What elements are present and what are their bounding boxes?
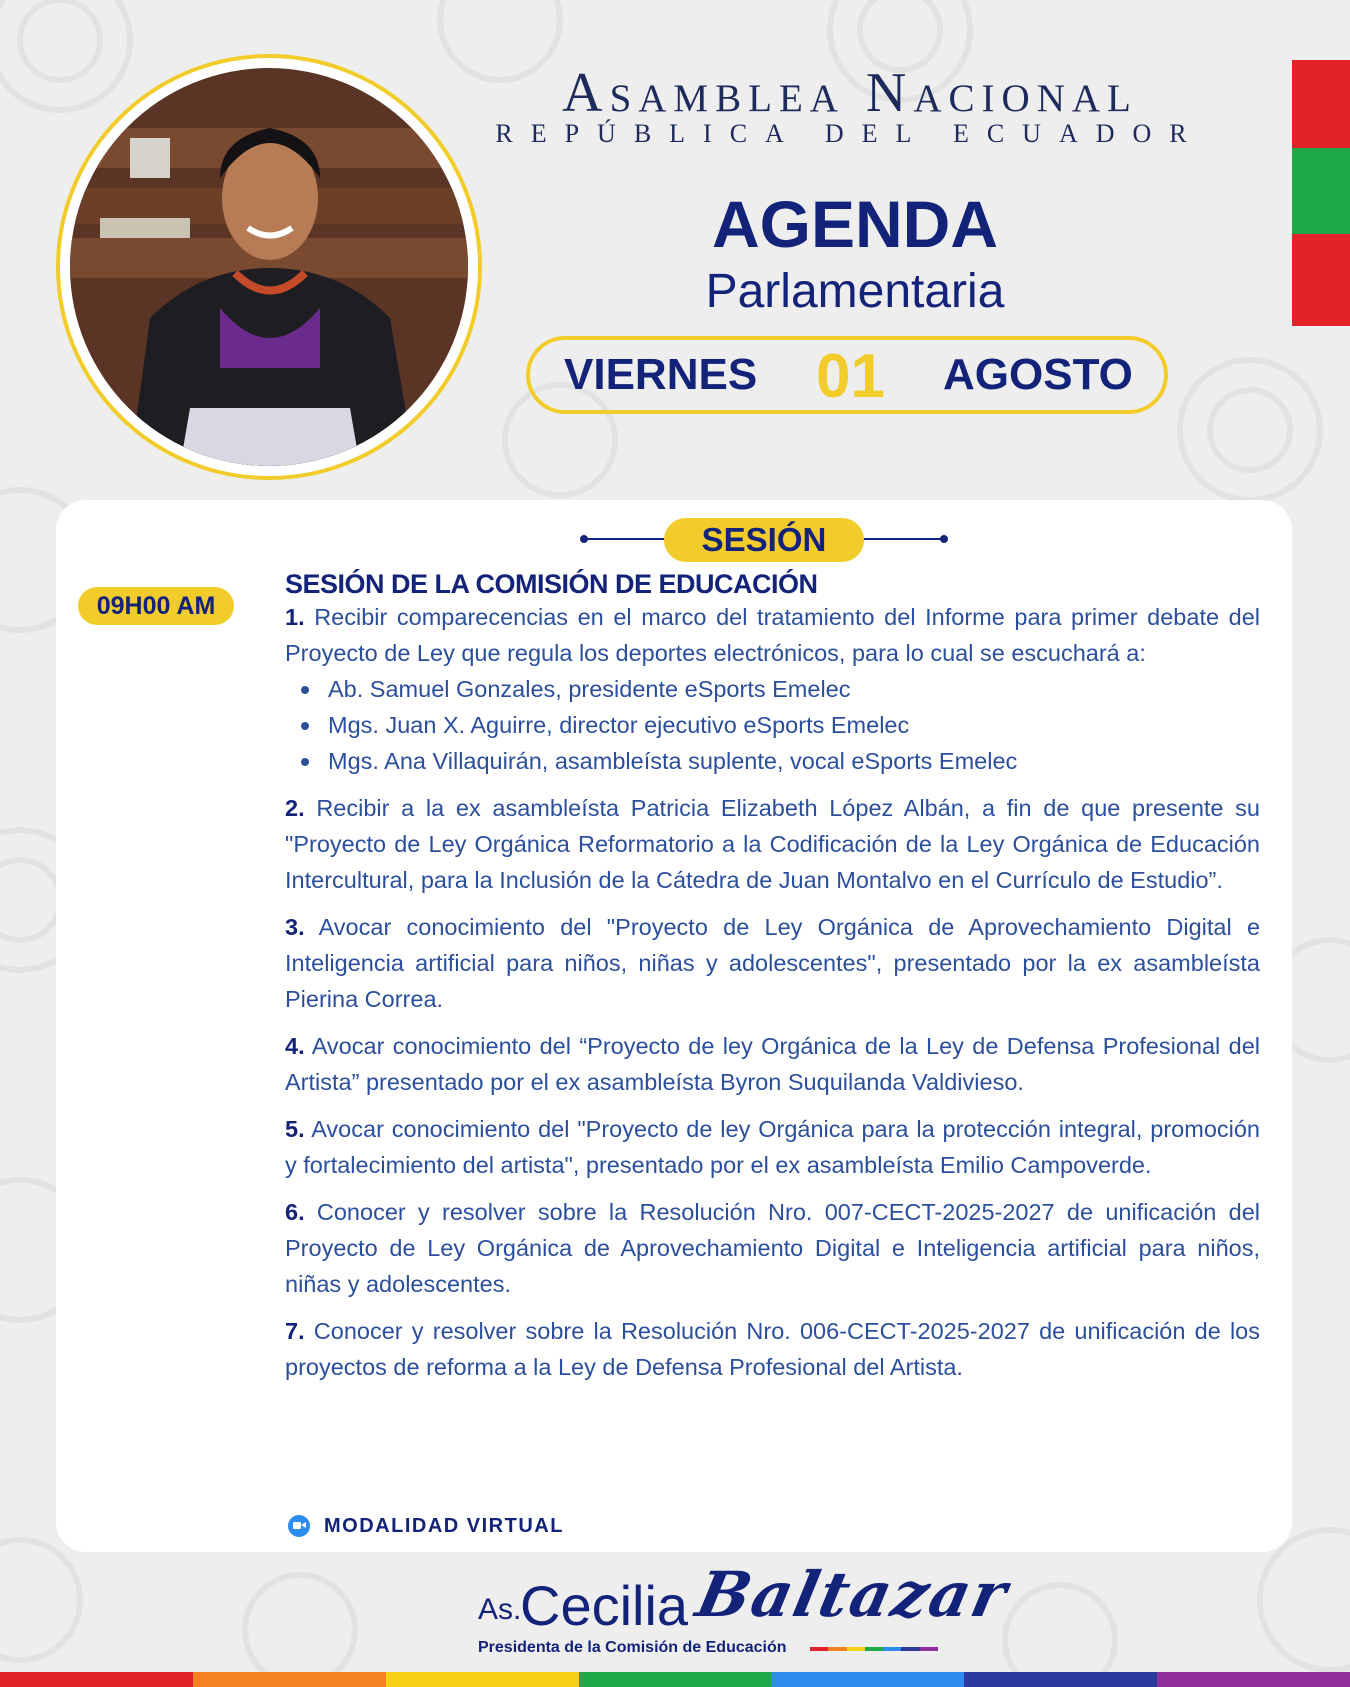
flag-red-top [1292,60,1350,148]
agenda-item-7 [285,1313,1260,1385]
item-text: Conocer y resolver sobre la Resolución Nro. 006-CECT-2025-2027 de unificación de los proyectos de reforma a la Ley de Defensa Profesional del Artista. [285,1318,1260,1380]
divider-line-right [860,538,944,540]
speaker-item: Ab. Samuel Gonzales, presidente eSports Emelec [285,671,1260,707]
signature-first-name: Cecilia [520,1574,689,1637]
modality-label: MODALIDAD VIRTUAL [324,1515,564,1537]
assembly-title: Asamblea Nacional [562,62,1138,124]
date-day-number: 01 [816,342,885,411]
signature-color-strip [810,1647,938,1651]
agenda-item-3 [285,909,1260,1017]
divider-dot-right [940,535,948,543]
color-band [193,1672,386,1687]
speaker-item: Mgs. Ana Villaquirán, asambleísta suplente, vocal eSports Emelec [285,743,1260,779]
item-text: Recibir comparecencias en el marco del tratamiento del Informe para primer debate del Proyecto de Ley que regula los deportes electrónicos, para lo cual se escuchará a: [285,604,1260,666]
item-number: 6. [285,1199,305,1225]
bullet-icon [301,758,309,766]
item-number: 2. [285,795,305,821]
flag-green [1292,148,1350,234]
session-time: 09H00 AM [78,587,234,625]
color-band [771,1672,964,1687]
date-day-name: VIERNES [564,350,758,399]
agenda-items [285,599,1260,1396]
color-swatch [810,1647,828,1651]
divider-line-left [584,538,668,540]
agenda-subtitle: Parlamentaria [705,265,1005,318]
color-band [0,1672,193,1687]
bullet-icon [301,686,309,694]
signature-last-name: Baltazar [690,1558,1015,1631]
item-number: 5. [285,1116,305,1142]
speaker-list [285,671,1260,779]
color-swatch [883,1647,901,1651]
item-text: Avocar conocimiento del "Proyecto de Ley Orgánica de Aprovechamiento Digital e Inteligencia artificial para niños, niñas y adolescentes", presentado por la ex asambleísta Pierina Correa. [285,914,1261,1012]
speaker-item: Mgs. Juan X. Aguirre, director ejecutivo eSports Emelec [285,707,1260,743]
item-number: 1. [285,604,305,630]
signature-prefix: As. [478,1593,522,1626]
item-number: 3. [285,914,305,940]
assemblywoman-photo [70,68,468,466]
agenda-item-1 [285,599,1260,779]
agenda-item-6 [285,1194,1260,1302]
date-month: AGOSTO [943,350,1133,399]
session-title: SESIÓN DE LA COMISIÓN DE EDUCACIÓN [285,569,818,599]
color-swatch [920,1647,938,1651]
color-swatch [847,1647,865,1651]
item-text: Recibir a la ex asambleísta Patricia Elizabeth López Albán, a fin de que presente su "Proyecto de Ley Orgánica Reformatorio a la Codificación de la Ley Orgánica de Educación Intercultural, para la Inclusión de la Cátedra de Juan Montalvo en el Currículo de Estudio”. [285,795,1260,893]
bullet-icon [301,722,309,730]
item-text: Avocar conocimiento del “Proyecto de ley Orgánica de la Ley de Defensa Profesional del Artista” presentado por el ex asambleísta Byron Suquilanda Valdivieso. [285,1033,1260,1095]
signature-role: Presidenta de la Comisión de Educación [478,1639,787,1656]
agenda-item-2 [285,790,1260,898]
color-band [1157,1672,1350,1687]
item-number: 7. [285,1318,305,1344]
item-text: Conocer y resolver sobre la Resolución Nro. 007-CECT-2025-2027 de unificación del Proyecto de Ley Orgánica de Aprovechamiento Digital e Inteligencia artificial para niños, niñas y adolescentes. [285,1199,1260,1297]
color-band [386,1672,579,1687]
color-swatch [901,1647,919,1651]
color-band [579,1672,772,1687]
agenda-title: AGENDA [711,187,998,261]
flag-red-bottom [1292,234,1350,326]
color-swatch [828,1647,846,1651]
agenda-item-5 [285,1111,1260,1183]
color-swatch [865,1647,883,1651]
flag-bar [1292,60,1350,326]
agenda-item-4 [285,1028,1260,1100]
item-text: Avocar conocimiento del "Proyecto de ley Orgánica para la protección integral, promoción y fortalecimiento del artista", presentado por el ex asambleísta Emilio Campoverde. [285,1116,1260,1178]
section-label: SESIÓN [664,518,864,562]
video-camera-icon [288,1515,310,1537]
assembly-subtitle: REPÚBLICA DEL ECUADOR [495,119,1205,148]
item-number: 4. [285,1033,305,1059]
color-band [964,1672,1157,1687]
bottom-rainbow-bar [0,1672,1350,1687]
